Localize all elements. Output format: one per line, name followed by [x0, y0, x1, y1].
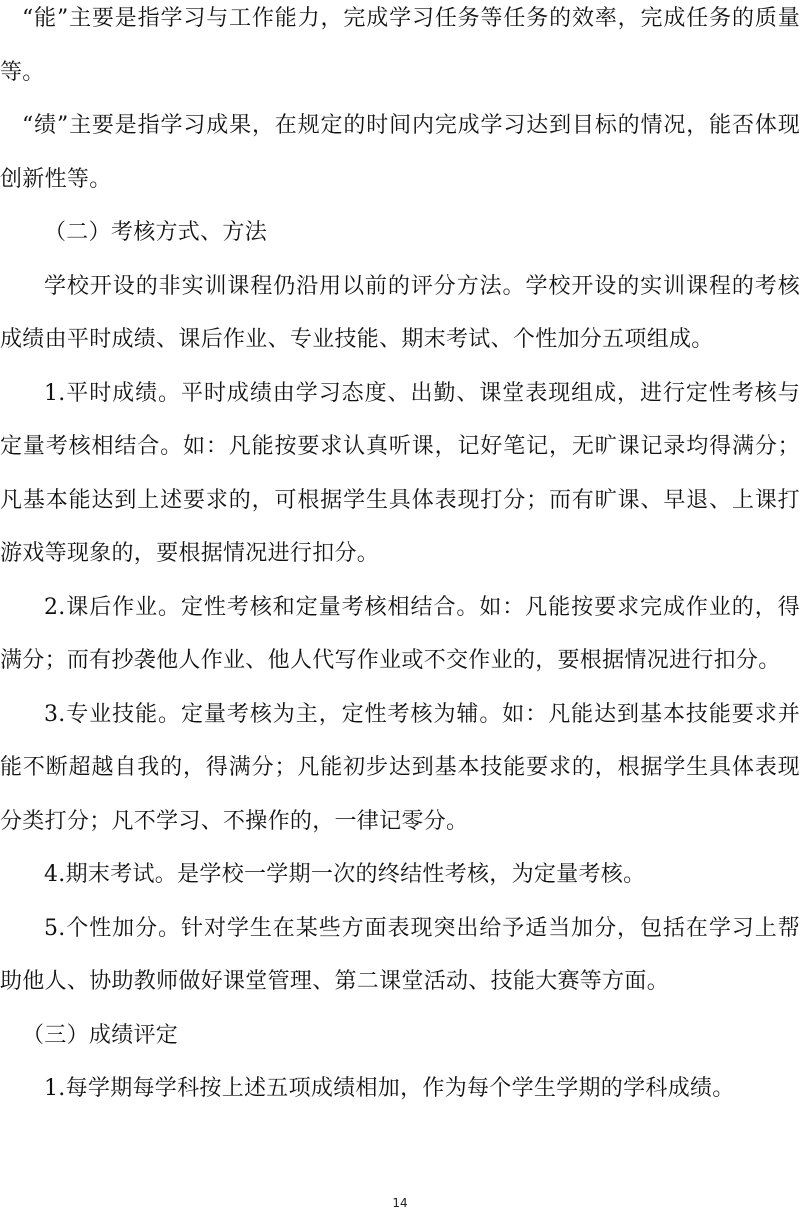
section-heading-assessment-method: （二）考核方式、方法	[44, 220, 268, 245]
paragraph-assessment-overview: 学校开设的非实训课程仍沿用以前的评分方法。学校开设的实训课程的考核成绩由平时成绩、课后作业、专业技能、期末考试、个性加分五项组成。	[0, 273, 800, 352]
section-heading-grade-evaluation: （三）成绩评定	[22, 1022, 179, 1048]
page-number: 14	[392, 1196, 408, 1210]
paragraph-achievement: “绩”主要是指学习成果，在规定的时间内完成学习达到目标的情况，能否体现创新性等。	[0, 113, 800, 192]
paragraph-final-exam: 4.期末考试。是学校一学期一次的终结性考核，为定量考核。	[44, 862, 646, 887]
paragraph-regular-score: 1.平时成绩。平时成绩由学习态度、出勤、课堂表现组成，进行定性考核与定量考核相结合。如：凡能按要求认真听课，记好笔记，无旷课记录均得满分；凡基本能达到上述要求的，可根据学生具体表现打分；而有旷课、早退、上课打游戏等现象的，要根据情况进行扣分。	[0, 380, 800, 566]
paragraph-grade-sum: 1.每学期每学科按上述五项成绩相加，作为每个学生学期的学科成绩。	[44, 1076, 735, 1101]
paragraph-personal-bonus: 5.个性加分。针对学生在某些方面表现突出给予适当加分，包括在学习上帮助他人、协助教师做好课堂管理、第二课堂活动、技能大赛等方面。	[0, 915, 800, 994]
paragraph-ability: “能”主要是指学习与工作能力，完成学习任务等任务的效率，完成任务的质量等。	[0, 6, 800, 85]
paragraph-professional-skill: 3.专业技能。定量考核为主，定性考核为辅。如：凡能达到基本技能要求并能不断超越自我的，得满分；凡能初步达到基本技能要求的，根据学生具体表现分类打分；凡不学习、不操作的，一律记零分。	[0, 701, 800, 834]
paragraph-homework: 2.课后作业。定性考核和定量考核相结合。如：凡能按要求完成作业的，得满分；而有抄袭他人作业、他人代写作业或不交作业的，要根据情况进行扣分。	[0, 594, 800, 673]
